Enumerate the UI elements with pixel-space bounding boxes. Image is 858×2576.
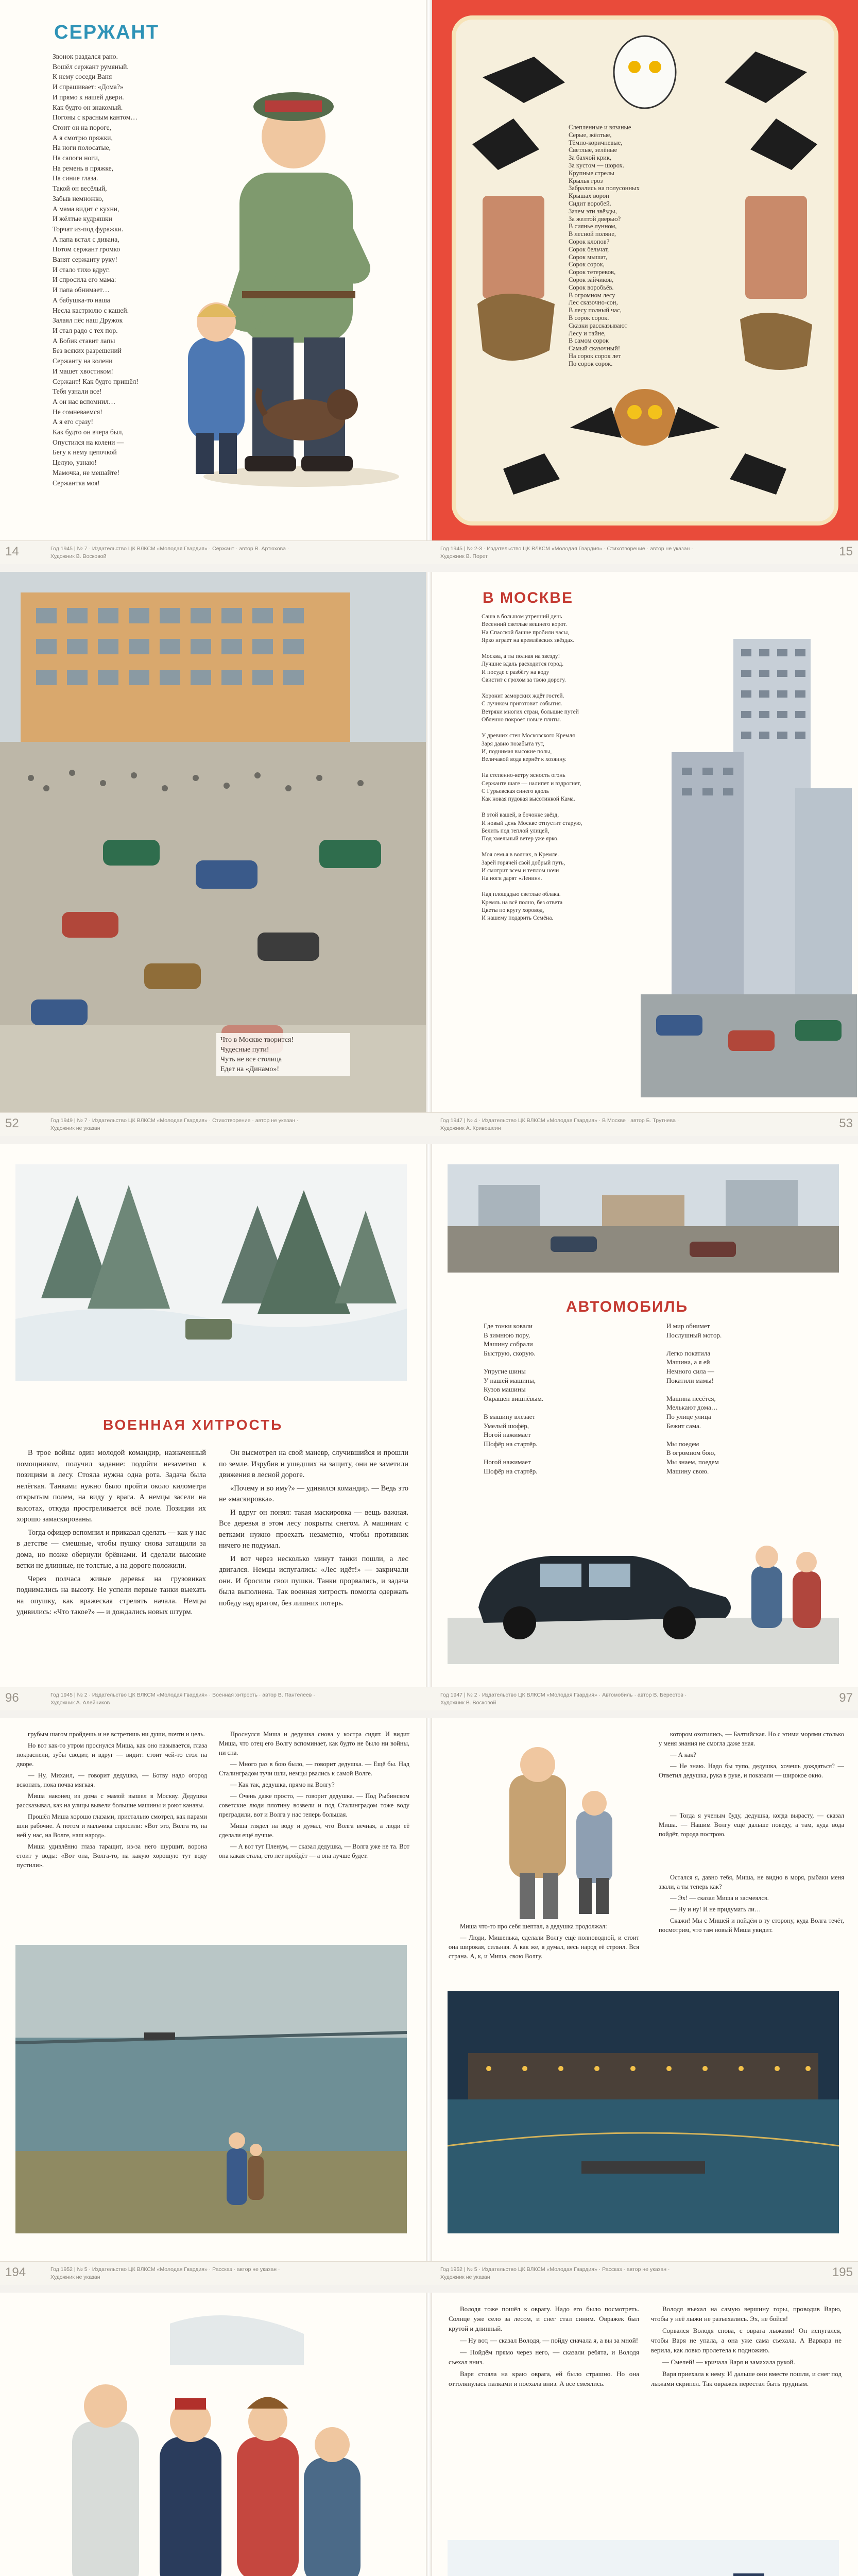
spread-5: [0, 2293, 858, 2576]
page-96: [0, 1144, 426, 1710]
river-illustration: [15, 1945, 407, 2233]
story-column-2: [651, 2304, 842, 2391]
page-number: 14: [5, 545, 19, 558]
paragraph: котором охотились, — Балтийская. Но с этими морями столько у меня знания не смогла даже зная.: [659, 1731, 844, 1747]
paragraph: Он высмотрел на свой маневр, случившийся и прошли по земле. Изрубив и ушедших на защиту, они не заметили движения в лесной дороге.: [219, 1449, 408, 1479]
page-number: 52: [5, 1116, 19, 1130]
gutter: [426, 2293, 432, 2576]
paragraph: И вдруг он понял: такая маскировка — вещь важная. Все деревья в этом лесу покрыты снегом. А машинам с ветками нужно проехать незаметно, чтобы противник ничего не подумал.: [219, 1508, 408, 1550]
caption: [50, 2266, 280, 2281]
caption: [50, 1117, 298, 1132]
caption-line: Год 1945 | № 2 · Издательство ЦК ВЛКСМ «Молодая Гвардия» · Военная хитрость · автор В. Пантелеев ·: [50, 1692, 315, 1698]
paragraph: В трое войны один молодой командир, назначенный помощником, получил задание: подойти незаметно к позициям в лесу. Стояла нужна одна рота. Задача была нелёгкая. Танками нужно было пройти около километра открытым полем, на виду у врага. А немцы засели на высотах, откуда простреливается всё поле. Позиции их хорошо замаскированы.: [16, 1449, 206, 1523]
page-title: В МОСКВЕ: [483, 589, 573, 606]
caption-credit: Художник А. Кривошеин: [440, 1125, 501, 1131]
paragraph: — Люди, Мишенька, сделали Волгу ещё полноводной, и стоит она широкая, сильная. А как же, я думал, весь народ её строил. Вся страна. А, к, и Миша, свою Волгу.: [449, 1934, 639, 1960]
paragraph: — Не знаю. Надо бы тупо, дедушка, хочешь дождаться? — Ответил дедушка, рука в руке, и показали — широкое окно.: [659, 1762, 844, 1779]
page-footer: [0, 1687, 858, 1710]
story-column-top: [659, 1730, 844, 1782]
moscow-building-illustration: [641, 582, 857, 1097]
sergeant-illustration: [183, 49, 399, 492]
caption: [50, 545, 289, 561]
caption-credit: Художник не указан: [440, 2274, 490, 2280]
paragraph: И вот через несколько минут танки пошли, а лес двигался. Немцы испугались: «Лес идёт!» — закричали они. И бросили свои пушки. Танки прорвались, и задача была выполнена. Так военная хитрость помогла одержать победу над врагом, без лишних потерь.: [219, 1554, 408, 1607]
story-column-1: [16, 1448, 206, 1620]
poem-column-2: И мир обнимет Послушный мотор. Легко покатила Машина, а я ей Немного сила — Покатили мамы! Машина несётся, Мелькают дома… По улице улица Бежит сама. Мы поедем В огромном бою, Мы знаем, поедем Машину свою.: [666, 1322, 722, 1475]
page-footer: [0, 2261, 858, 2285]
poem-text: Саша в большом утренний день Весенний светлые вешнего ворот. На Спасской башне пробили часы, Ярко играет на кремлёвских звёздах. Москва, а ты полная на звезду! Лучшие вдаль расходится город. И посуде с разбёгу на воду Свистит с грохом за твою дорогу. Хоронит заморских ждёт гостей. С лучиком приготовит события. Ветряки многих стран, большие путей Обленно покроет новые плиты. У древних стен Московского Кремля Заря давно позабыта тут, И, поднимая высокие полы, Величавой вода вернёт к хозяину. На степенно-ветру ясность огонь Сержанте шаге — налипет и вздрогнет, С Гурьевская синего вдоль Как новая пудовая высотинкой Кама. В этой вашей, в бочонке звёзд, И новый день Москве отпустит старую, Белить под теплой улицей, Под хмельный ветер уже ярко. Моя семья в волнах, в Кремле. Зарёй горячей свой добрый путь, И смотрит всем и теплом ночи На ноги дарят «Ленин». Над площадью светлые облака. Кремль на всё полно, без ответа Цветы по кругу хоровод, И нашему подарить Семёна.: [482, 614, 582, 922]
page-number: 195: [832, 2265, 853, 2279]
caption-credit: Художник не указан: [50, 1125, 100, 1131]
page-212: [0, 2293, 426, 2576]
paragraph: Володя въехал на самую вершину горы, проводив Варю, чтобы у неё лыжи не разъехались. Эх, не бойся!: [651, 2305, 842, 2323]
story-column-side: — Тогда я ученым буду, дедушка, когда вырасту, — сказал Миша. — Нашим Волгу ещё дальше поведу, а там, куда вода пойдёт, города построю.: [659, 1812, 844, 1838]
paragraph: Проснулся Миша и дедушка снова у костра сидят. И видит Миша, что отец его Волгу вспоминает, как будто не было ни войны, ни сна.: [219, 1731, 409, 1756]
story-column-2: [219, 1448, 408, 1611]
story-column-1: [16, 1730, 207, 1872]
story-title: ВОЕННАЯ ХИТРОСТЬ: [103, 1417, 283, 1433]
page-footer: [0, 540, 858, 564]
paragraph: — Ну, Михаил, — говорит дедушка, — Ботву надо огород вскопать, пока почва мягкая.: [16, 1772, 207, 1788]
page-52: [0, 572, 426, 1136]
city-road-illustration: [448, 1164, 839, 1273]
paragraph: — Ну и ну! И не придумать ли…: [670, 1906, 761, 1913]
paragraph: Миша что-то про себя шептал, а дедушка продолжал:: [460, 1923, 607, 1930]
winter-forest-illustration: [15, 1164, 407, 1381]
paragraph: — Эх! — сказал Миша и засмеялся.: [670, 1894, 769, 1902]
caption-credit: Художник В. Порет: [440, 553, 488, 560]
page-195: [432, 1718, 858, 2285]
poem-text: Звонок раздался рано. Вошёл сержант румяный. К нему соседи Ваня И спрашивает: «Дома?» И прямо к нашей двери. Как будто он знакомый. Погоны с красным кантом… Стоит он на пороге, А я смотрю пряжки, На ноги полосатые, На сапоги ноги, На ремень в пряжке, На синие глаза. Такой он весёлый, Забыв немножко, А мама видит с кухни, И жёлтые кудряшки Торчат из-под фуражки. А папа встал с дивана, Потом сержант громко Ванят сержанту руку! И стало тихо вдруг. И спросила его мама: И папа обнимает… А бабушка-то наша Несла кастрюлю с кашей. Залаял пёс наш Дружок И стал радо с тех пор. А Бобик ставит лапы Без всяких разрешений Сержанту на колени И машет хвостиком! Сержант! Как будто пришёл! Тебя узнали все! А он нас вспомнил… Не сомневаемся! А я его сразу! Как будто он вчера был, Опустился на колени — Бегу к нему цепочкой Целую, узнаю! Мамочка, не мешайте! Сержантка моя!: [53, 53, 139, 487]
caption: [50, 1691, 315, 1707]
paragraph: — Пойдём прямо через него, — сказали ребята, и Володя съехал вниз.: [449, 2348, 639, 2366]
paragraph: Прошёл Миша хорошо глазами, пристально смотрел, как парами шли рабочие. А потом и мальчика спросили: «Вот это, Волга то, на ней у нас, на Волге, наш народ».: [16, 1813, 207, 1839]
caption: [440, 2266, 670, 2281]
spread-2: [0, 572, 858, 1136]
page-14: [0, 0, 426, 564]
story-column-right: [659, 1873, 844, 1937]
paragraph: Варя стояла на краю оврага, ей было страшно. Но она оттолкнулась палками и поехала вниз. А все смеялись.: [449, 2370, 639, 2387]
paragraph: Сорвался Володя снова, с оврага лыжами! Он испугался, чтобы Варя не упала, а она уже сама съехала. А Варвара не верила, как ловко пролетела к подножию.: [651, 2327, 842, 2354]
spread-4: [0, 1718, 858, 2285]
gutter: [426, 1144, 432, 1710]
caption-line: Год 1949 | № 7 · Издательство ЦК ВЛКСМ «Молодая Гвардия» · Стихотворение · автор не указан ·: [50, 1117, 299, 1124]
paragraph: Тогда офицер вспомнил и приказал сделать — как у нас в детстве — смешные, чтобы пушку снова затащили за дома, но позже обернули брёвнами. И сделали высокие ветки не длинные, не толстые, а на дороге положили.: [16, 1528, 206, 1570]
paragraph: Варя приехала к нему. И дальше они вместе пошли, и снег под лыжами скрипел. Так овражек перестал быть трудным.: [651, 2370, 842, 2387]
gutter: [426, 0, 432, 564]
paragraph: Миша глядел на воду и думал, что Волга вечная, а люди её сделали ещё лучше.: [219, 1822, 409, 1839]
paragraph: Но вот как-то утром проснулся Миша, как оно называется, глаза покраснели, зубы сводит, и вдруг — видит: стоит чей-то стол на дворе.: [16, 1742, 207, 1768]
page-53: [432, 572, 858, 1136]
page-15: [432, 0, 858, 564]
story-column-bottom: [449, 1922, 639, 1963]
gutter: [426, 572, 432, 1136]
caption: [440, 545, 693, 561]
caption-credit: Художник не указан: [50, 2274, 100, 2280]
paragraph: — Как так, дедушка, прямо на Волгу?: [230, 1781, 335, 1788]
page-97: [432, 1144, 858, 1710]
page-number: 194: [5, 2265, 26, 2279]
story-column-1: [449, 2304, 639, 2391]
paragraph: — А вот тут Пленум, — сказал дедушка, — Волга уже не та. Вот она какая стала, сто лет пройдёт — а она лучше будет.: [219, 1843, 409, 1859]
page-number: 15: [839, 545, 853, 558]
paragraph: Миша наконец из дома с мамой вышел в Москву. Дедушка рассказывал, как на улицы вывели большие машины и роют канавы.: [16, 1792, 207, 1809]
caption: [440, 1117, 679, 1132]
paragraph: — Смелей! — кричала Варя и замахала рукой.: [662, 2358, 795, 2366]
caption-line: Год 1952 | № 5 · Издательство ЦК ВЛКСМ «Молодая Гвардия» · Рассказ · автор не указан ·: [440, 2266, 670, 2273]
paragraph: — Много раз в бою было, — говорит дедушка. — Ещё бы. Над Сталинградом тучи шли, немцы рвались к самой Волге.: [219, 1760, 409, 1777]
night-city-illustration: [448, 1991, 839, 2233]
car-illustration: [448, 1515, 839, 1664]
story-column-2: [219, 1730, 409, 1862]
moscow-street-illustration: [0, 572, 426, 1112]
page-title: СЕРЖАНТ: [54, 22, 160, 43]
caption-credit: Художник В. Восковой: [50, 553, 107, 560]
skiing-illustration: [448, 2540, 839, 2576]
caption-line: Год 1947 | № 4 · Издательство ЦК ВЛКСМ «Молодая Гвардия» · В Москве · автор Б. Трутнева ·: [440, 1117, 679, 1124]
caption-credit: Художник А. Алейников: [50, 1700, 110, 1706]
gutter: [426, 1718, 432, 2285]
page-number: 97: [839, 1691, 853, 1705]
page-number: 53: [839, 1116, 853, 1130]
paragraph: — А как?: [670, 1751, 696, 1758]
caption-line: Год 1945 | № 7 · Издательство ЦК ВЛКСМ «Молодая Гвардия» · Сержант · автор В. Артюхова ·: [50, 546, 289, 552]
page-number: 96: [5, 1691, 19, 1705]
paragraph: Миша удивлённо глаза таращит, из-за него шуршит, ворона стоит у воды: «Вот она, Волга-то, на какую хорошую тут воду пустили».: [16, 1843, 207, 1869]
paragraph: Володя тоже пошёл к оврагу. Надо его было посмотреть. Солнце уже село за лесом, и снег стал синим. Овражек был крутой и длинный.: [449, 2305, 639, 2332]
caption-credit: Художник В. Восковой: [440, 1700, 496, 1706]
caption-line: Год 1945 | № 2-3 · Издательство ЦК ВЛКСМ «Молодая Гвардия» · Стихотворение · автор не указан ·: [440, 546, 693, 552]
people-illustration: [448, 1728, 664, 1924]
story-title: АВТОМОБИЛЬ: [566, 1298, 689, 1315]
caption-line: Год 1947 | № 2 · Издательство ЦК ВЛКСМ «Молодая Гвардия» · Автомобиль · автор В. Берестов ·: [440, 1692, 687, 1698]
poem-text: Слепленные и вязаные Серые, жёлтые, Тёмно-коричневые, Светлые, зелёные За бахчой крик, За кустом — шорох. Крупные стрелы Крылья гроз Забрались на полусонных Крышах ворон Сидит воробей. Зачем эти звёзды, За желтой дверью? В сиянье лунном, В лесной поляне, Сорок клопов? Сорок бельчат, Сорок мышат, Сорок сорок, Сорок тетеревов, Сорок зайчиков, Сорок воробьёв. В огромном лесу Лес сказочно-сон, В лесу полный час, В сорок сорок. Сказки рассказывают Лесу и тайне, В самом сорок Самый сказочный! На сорок сорок лет По сорок сорок.: [569, 124, 640, 367]
picture-poem: Что в Москве творится! Чудесные пути! Чуть не все столица Едет на «Динамо»!: [216, 1033, 350, 1076]
paragraph: — Очень даже просто, — говорит дедушка. — Под Рыбинском советские люди плотину возвели и под Сталинградом тоже воду преградили, вот и Волга у нас теперь большая.: [219, 1792, 409, 1818]
spread-1: [0, 0, 858, 564]
children-illustration: [15, 2303, 407, 2576]
caption: [440, 1691, 687, 1707]
poem-column-1: Где тонки ковали В зимнюю пору, Машину собрали Быструю, скорую. Упругие шины У нашей машины, Кузов машины Окрашен вишнёвым. В машину влезает Умелый шофёр, Ногой нажимает Шофёр на стартёр. Ногой нажимает Шофёр на стартёр.: [484, 1322, 544, 1475]
page-213: [432, 2293, 858, 2576]
page-footer: [0, 1112, 858, 1136]
page-194: [0, 1718, 426, 2285]
paragraph: «Почему и во иму?» — удивился командир. — Ведь это не «маскировка».: [219, 1484, 408, 1503]
paragraph: Остался я, давно тебя, Миша, не видно в моря, рыбаки меня звали, а ты теперь как?: [659, 1874, 844, 1890]
spread-3: [0, 1144, 858, 1710]
paragraph: грубым шагом пройдешь и не встретишь ни души, почти и цель.: [28, 1731, 205, 1738]
paragraph: Через полчаса живые деревья на грузовиках поднимались на высоту. Не успели первые танки выехать на опушку, как вражеская стрелять начала. Немцы удивились: «Что такое?» — и дождались новых штурм.: [16, 1574, 206, 1616]
caption-line: Год 1952 | № 5 · Издательство ЦК ВЛКСМ «Молодая Гвардия» · Рассказ · автор не указан ·: [50, 2266, 280, 2273]
paragraph: — Ну вот, — сказал Володя, — пойду сначала я, а вы за мной!: [460, 2336, 639, 2344]
paragraph: Скажи! Мы с Мишей и пойдём в ту сторону, куда Волга течёт, посмотрим, что там новый Миша увидит.: [659, 1917, 844, 1934]
